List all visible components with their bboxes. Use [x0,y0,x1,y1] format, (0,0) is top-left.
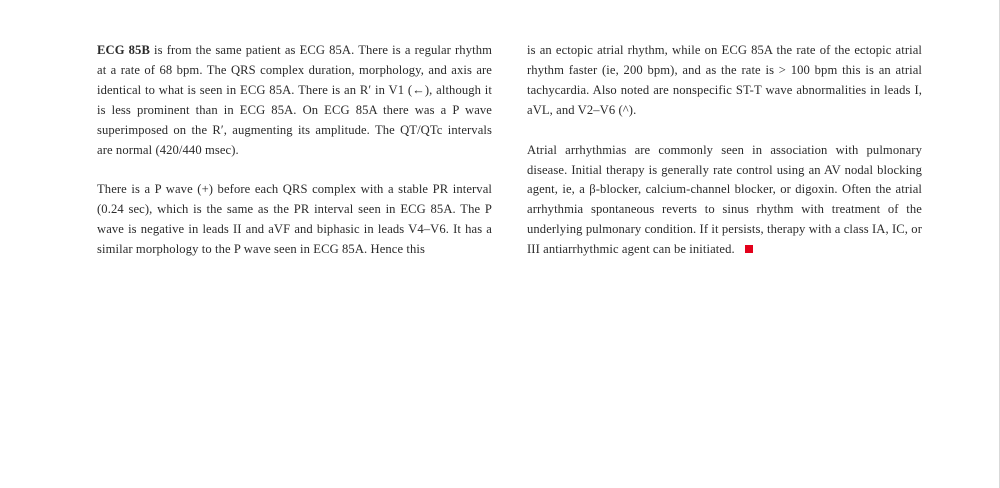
paragraph-atrial-arrhythmias [527,141,922,260]
left-column [97,41,492,260]
paragraph-ecg-85b-description [97,41,492,160]
paragraph-text: Atrial arrhythmias are commonly seen in association with pulmonary disease. Initial therapy is generally rate control using an AV nodal blocking agent, ie, a β-blocker, calcium-channel blocker, or digoxin. Often the atrial arrhythmia spontaneous reverts to sinus rhythm with treatment of the underlying pulmonary condition. If it persists, therapy with a class IA, IC, or III antiarrhythmic agent can be initiated. [527,142,922,257]
paragraph-ectopic-rhythm [527,41,922,121]
right-column [527,41,922,260]
paragraph-text: is an ectopic atrial rhythm, while on ECG 85A the rate of the ectopic atrial rhythm faster (ie, 200 bpm), and as the rate is > 100 bpm this is an atrial tachycardia. Also noted are nonspecific ST-T wave abnormalities in leads I, aVL, and V2–V6 (^). [527,43,922,117]
paragraph-text: is from the same patient as ECG 85A. There is a regular rhythm at a rate of 68 bpm. The QRS complex duration, morphology, and axis are identical to what is seen in ECG 85A. There is an R′ in V1 (←), although it is less prominent than in ECG 85A. On ECG 85A there was a P wave superimposed on the R′, augmenting its amplitude. The QT/QTc intervals are normal (420/440 msec). [97,43,492,157]
ecg-label: ECG 85B [97,43,150,57]
end-of-article-square-icon [745,245,753,253]
paragraph-p-wave [97,180,492,260]
paragraph-text: There is a P wave (+) before each QRS complex with a stable PR interval (0.24 sec), which is the same as the PR interval seen in ECG 85A. The P wave is negative in leads II and aVF and biphasic in leads V4–V6. It has a similar morphology to the P wave seen in ECG 85A. Hence this [97,182,492,257]
